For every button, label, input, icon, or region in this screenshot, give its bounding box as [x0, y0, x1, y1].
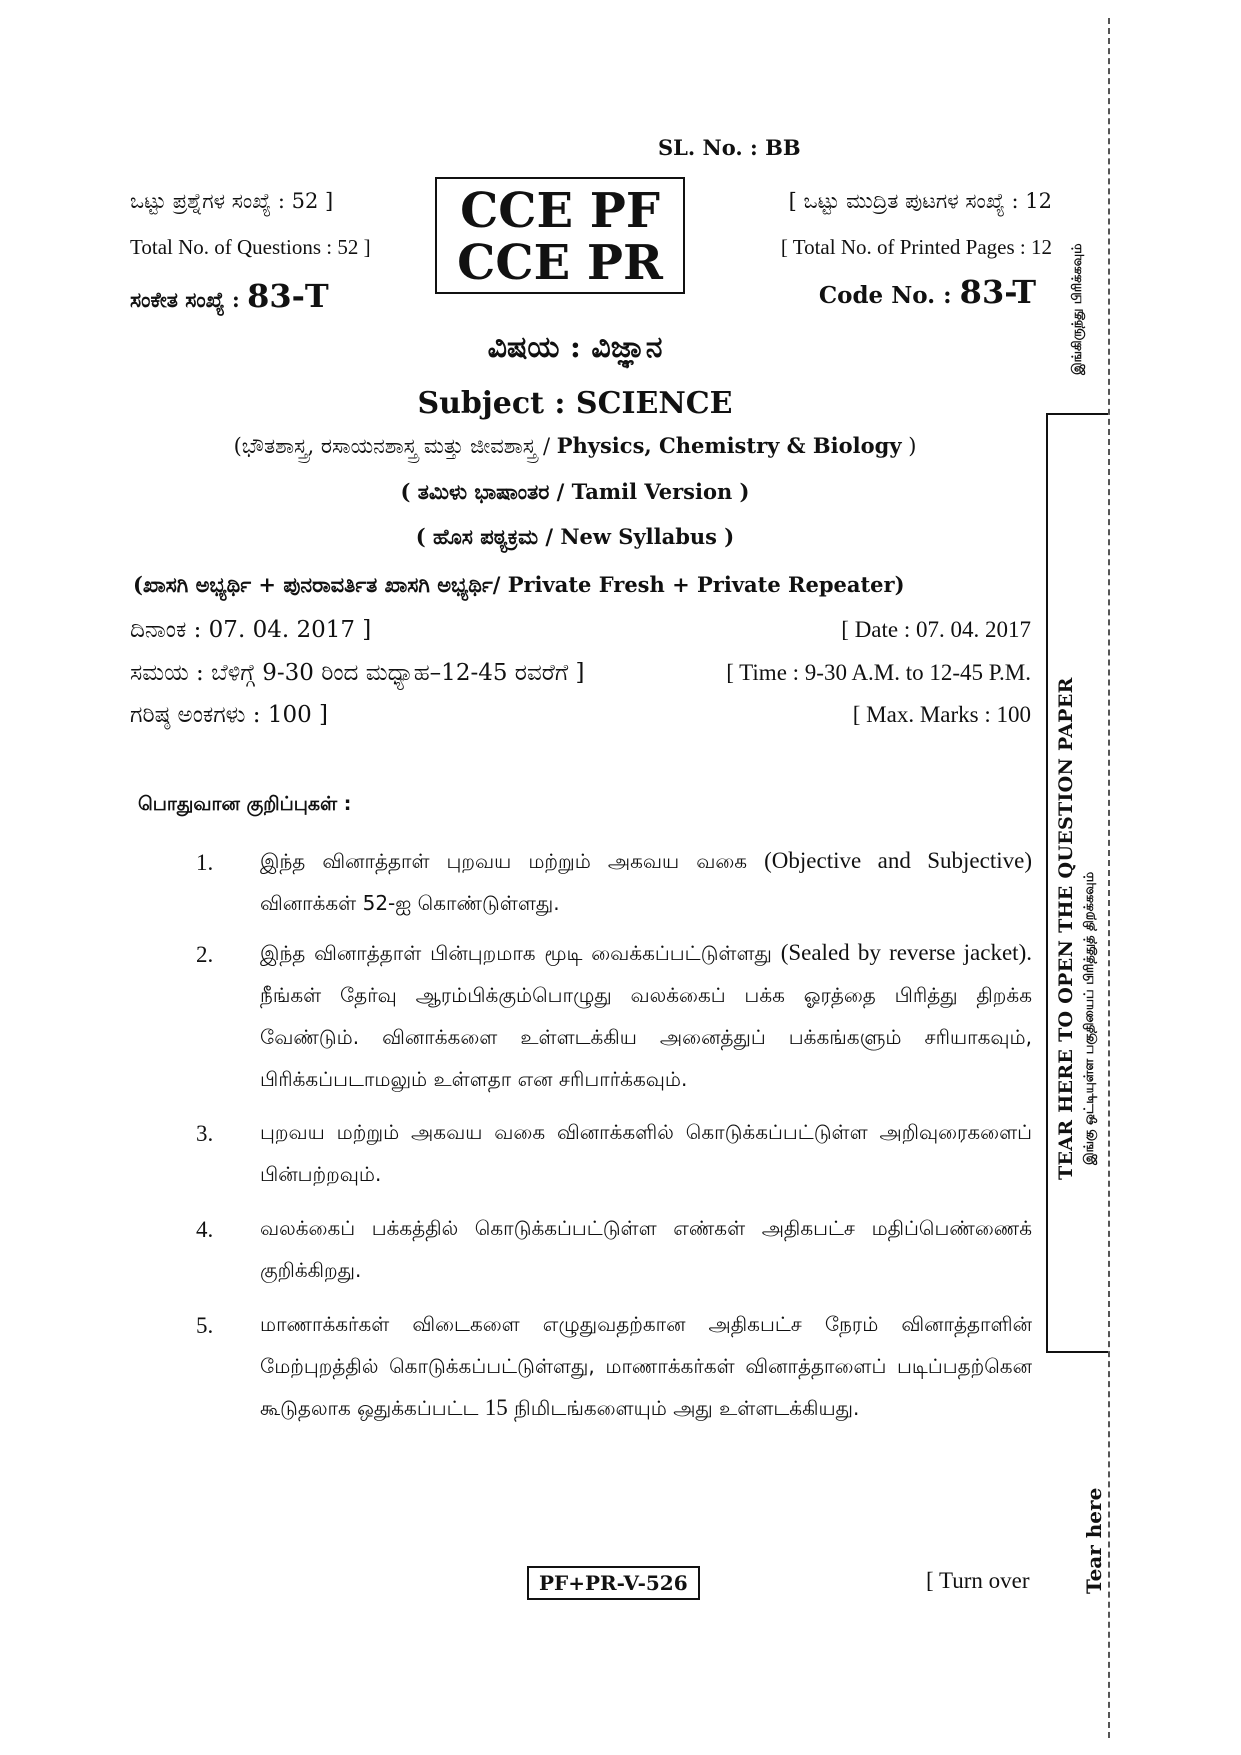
subject-subtitle-kannada: (ಭೌತಶಾಸ್ತ್ರ, ರಸಾಯನಶಾಸ್ತ್ರ ಮತ್ತು ಜೀವಶಾಸ್ತ್ರ / [233, 434, 557, 458]
syllabus-line: ( ಹೊಸ ಪಠ್ಯಕ್ರಮ / New Syllabus ) [415, 524, 735, 549]
english-code-label: Code No. : [818, 282, 960, 309]
instruction-number: 3. [196, 1121, 214, 1146]
kannada-total-questions: ಒಟ್ಟು ಪ್ರಶ್ನೆಗಳ ಸಂಖ್ಯೆ : 52 ] [130, 189, 334, 213]
instruction-text: வினாக்கள் 52-ஐ கொண்டுள்ளது. [260, 891, 560, 915]
instruction-number: 1. [196, 850, 214, 875]
date-english: [ Date : 07. 04. 2017 [841, 617, 1031, 642]
subject-kannada: ವಿಷಯ : ವಿಜ್ಞಾನ [487, 330, 663, 365]
kannada-total-pages: [ ಒಟ್ಟು ಮುದ್ರಿತ ಪುಟಗಳ ಸಂಖ್ಯೆ : 12 [788, 189, 1052, 213]
instruction-text: நிமிடங்களையும் அது உள்ளடக்கியது. [507, 1396, 860, 1420]
english-total-pages: [ Total No. of Printed Pages : 12 [780, 235, 1052, 259]
date-kannada: ದಿನಾಂಕ : 07. 04. 2017 ] [130, 617, 372, 643]
tear-dashed-line [1108, 18, 1110, 1738]
instructions-heading: பொதுவான குறிப்புகள் : [138, 793, 352, 815]
code-value-left: 83-T [247, 277, 329, 315]
tear-top-tamil-text: இங்கிருந்து பிரிக்கவும் [1070, 243, 1085, 375]
english-total-questions: Total No. of Questions : 52 ] [130, 235, 371, 259]
serial-number: SL. No. : BB [658, 135, 801, 160]
tear-here-english-text: TEAR HERE TO OPEN THE QUESTION PAPER [1055, 677, 1077, 1180]
instruction-number: 2. [196, 942, 214, 967]
kannada-code-number [130, 277, 329, 315]
instruction-text: இந்த வினாத்தாள் புறவய மற்றும் அகவய வகை [260, 849, 765, 873]
candidate-type-line: (ಖಾಸಗಿ ಅಭ್ಯರ್ಥಿ + ಪುನರಾವರ್ತಿತ ಖಾಸಗಿ ಅಭ್ಯರ್ಥಿ/ Private Fresh + Private Repeater) [133, 572, 905, 597]
turn-over-label: [ Turn over [926, 1568, 1030, 1593]
title-cce-pf: CCE PF [460, 183, 660, 239]
instruction-text: இந்த வினாத்தாள் பின்புறமாக மூடி வைக்கப்பட்டுள்ளது [260, 941, 781, 965]
time-english: [ Time : 9-30 A.M. to 12-45 P.M. [726, 660, 1031, 685]
instruction-text: நீங்கள் தேர்வு ஆரம்பிக்கும்பொழுது வலக்கைப் பக்க ஓரத்தை பிரித்து திறக்க வேண்டும். வினாக்களை உள்ளடக்கிய அனைத்துப் பக்கங்களும் சரியாகவும், பிரிக்கப்படாமலும் உள்ளதா என சரிபார்க்கவும். [260, 983, 1032, 1091]
subject-subtitle-english: Physics, Chemistry & Biology [556, 433, 902, 458]
max-marks-kannada: ಗರಿಷ್ಠ ಅಂಕಗಳು : 100 ] [130, 702, 329, 728]
exam-title-box [435, 177, 685, 294]
time-kannada: ಸಮಯ : ಬೆಳಿಗ್ಗೆ 9-30 ರಿಂದ ಮಧ್ಯಾಹ–12-45 ರವರೆಗೆ ] [130, 660, 585, 686]
instruction-item [260, 1207, 1032, 1291]
instruction-item [260, 1111, 1032, 1195]
instruction-item [260, 1303, 1032, 1429]
tear-here-tamil-text: இங்கு ஒட்டியுள்ள பகுதியைப் பிரித்துத் திறக்கவும் [1082, 871, 1097, 1165]
kannada-code-label: ಸಂಕೇತ ಸಂಖ್ಯೆ : [130, 287, 248, 312]
english-code-number [819, 273, 1036, 311]
subject-subtitle [0, 433, 1150, 459]
paper-code-box: PF+PR-V-526 [527, 1566, 700, 1600]
version-line: ( ತಮಿಳು ಭಾಷಾಂತರ / Tamil Version ) [400, 479, 750, 504]
tear-here-label: Tear here [1082, 1487, 1106, 1594]
instruction-text-english: (Sealed by reverse jacket). [780, 940, 1032, 965]
subject-english: Subject : SCIENCE [417, 386, 733, 421]
instruction-text: வலக்கைப் பக்கத்தில் கொடுக்கப்பட்டுள்ள எண்கள் அதிகபட்ச மதிப்பெண்ணைக் குறிக்கிறது. [260, 1216, 1032, 1282]
max-marks-english: [ Max. Marks : 100 [852, 702, 1031, 727]
instruction-text-english: (Objective and Subjective) [764, 848, 1032, 873]
instruction-number: 4. [196, 1217, 214, 1242]
subject-subtitle-close: ) [901, 434, 917, 458]
instruction-item [260, 932, 1032, 1100]
instruction-item [260, 840, 1032, 924]
instruction-number: 5. [196, 1313, 214, 1338]
title-cce-pr: CCE PR [457, 235, 663, 291]
instruction-text: மாணாக்கர்கள் விடைகளை எழுதுவதற்கான அதிகபட்ச நேரம் வினாத்தாளின் மேற்புறத்தில் கொடுக்கப்பட்டுள்ளது, மாணாக்கர்கள் வினாத்தாளைப் படிப்பதற்கென கூடுதலாக ஒதுக்கப்பட்ட [260, 1312, 1032, 1420]
instruction-text-english: 15 [484, 1395, 508, 1420]
instruction-text: புறவய மற்றும் அகவய வகை வினாக்களில் கொடுக்கப்பட்டுள்ள அறிவுரைகளைப் பின்பற்றவும். [260, 1120, 1032, 1186]
code-value-right: 83-T [959, 273, 1036, 311]
